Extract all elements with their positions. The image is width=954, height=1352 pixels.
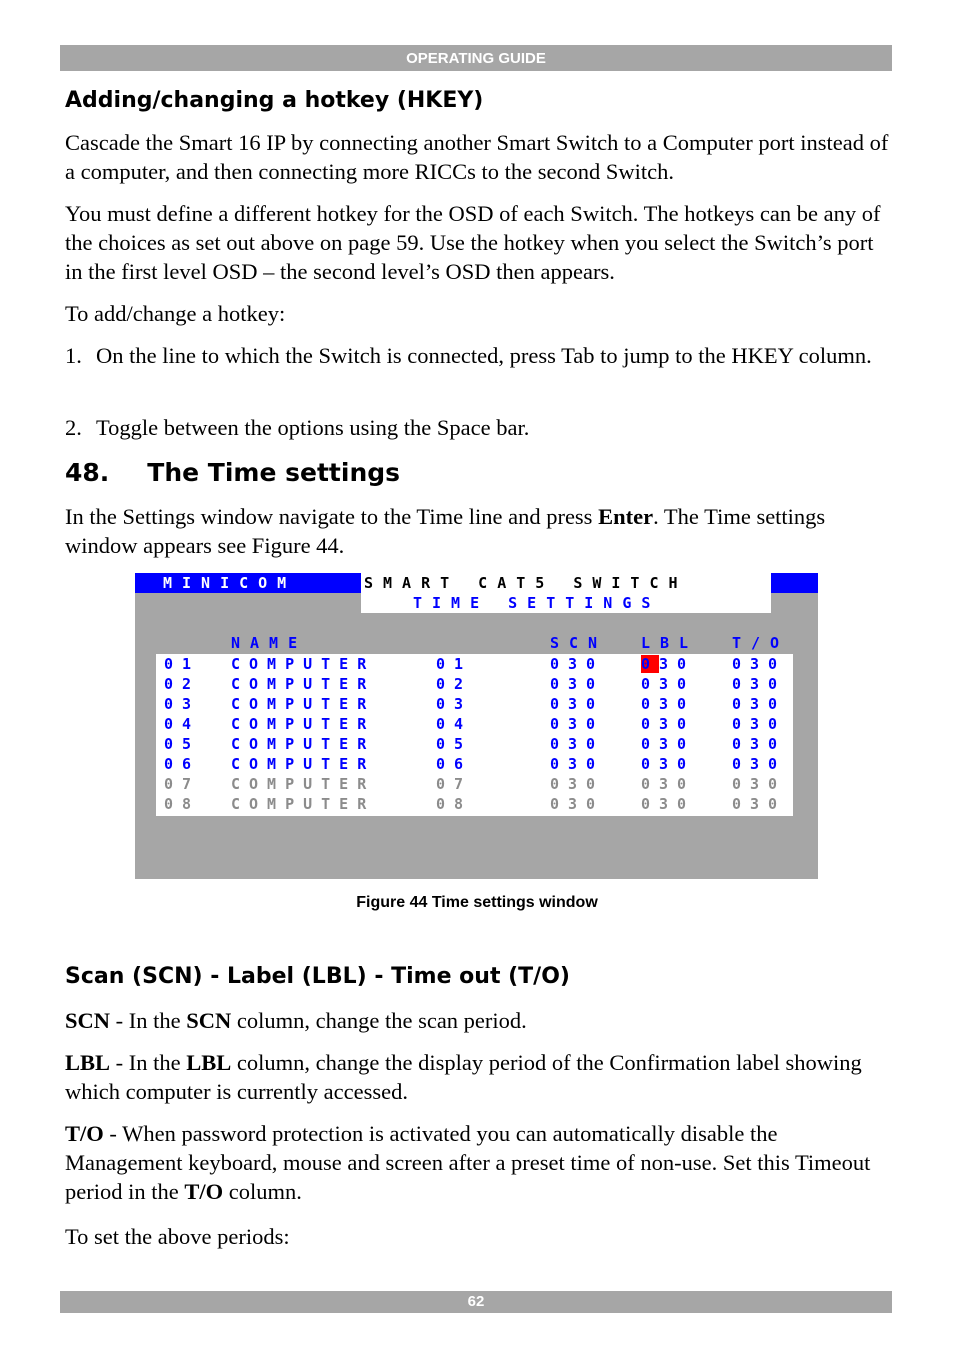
paragraph-cascade: Cascade the Smart 16 IP by connecting another Smart Switch to a Computer port instead of a computer, and then connecting more RICCs to the second Switch. xyxy=(65,130,889,184)
osd-subtitle: TIME SETTINGS xyxy=(413,594,661,612)
page-number: 62 xyxy=(60,1291,892,1313)
column-header-name: NAME xyxy=(231,634,308,652)
column-header-scn: SCN xyxy=(550,634,608,652)
table-row[interactable]: 04 COMPUTER 04 030 030 030 xyxy=(164,715,787,733)
table-row[interactable]: 06 COMPUTER 06 030 030 030 xyxy=(164,755,787,773)
list-item xyxy=(65,341,895,401)
column-header-lbl: LBL xyxy=(641,634,699,652)
table-row[interactable]: 05 COMPUTER 05 030 030 030 xyxy=(164,735,787,753)
paragraph-time-intro: In the Settings window navigate to the Time line and press Enter. The Time settings window appears see Figure 44. xyxy=(65,504,826,558)
paragraph-add-change-intro: To add/change a hotkey: xyxy=(65,301,286,326)
list-text: Toggle between the options using the Space bar. xyxy=(96,415,530,440)
list-text: On the line to which the Switch is connected, press Tab to jump to the HKEY column. xyxy=(96,343,872,368)
osd-brand: MINICOM xyxy=(163,574,297,592)
table-row[interactable]: 02 COMPUTER 02 030 030 030 xyxy=(164,675,787,693)
enter-key-text: Enter xyxy=(598,504,654,529)
section-heading-hkey: Adding/changing a hotkey (HKEY) xyxy=(65,88,484,113)
figure-caption: Figure 44 Time settings window xyxy=(356,894,598,911)
paragraph-lbl: LBL - In the LBL column, change the display period of the Confirmation label showing which computer is currently accessed. xyxy=(65,1050,862,1104)
column-header-to: T/O xyxy=(732,634,790,652)
list-item xyxy=(65,413,895,443)
paragraph-to: T/O - When password protection is activated you can automatically disable the Management keyboard, mouse and screen after a preset time of non-use. Set this Timeout period in the T/O column. xyxy=(65,1121,871,1204)
paragraph-hotkey-define: You must define a different hotkey for the OSD of each Switch. The hotkeys can be any of the choices as set out above on page 59. Use the hotkey when you select the Switch’s port in the first level OSD – the second level’s OSD then appears. xyxy=(65,201,881,284)
section-heading-scan: Scan (SCN) - Label (LBL) - Time out (T/O) xyxy=(65,964,570,989)
list-number: 2. xyxy=(65,415,82,440)
paragraph-scn: SCN - In the SCN column, change the scan period. xyxy=(65,1008,527,1033)
page-header: OPERATING GUIDE xyxy=(60,45,892,71)
table-row[interactable]: 08 COMPUTER 08 030 030 030 xyxy=(164,795,787,813)
section-title: The Time settings xyxy=(147,458,401,487)
time-settings-osd-figure xyxy=(135,573,818,879)
table-row[interactable]: 01 COMPUTER 01 030 030 030 xyxy=(164,655,787,673)
table-row[interactable]: 03 COMPUTER 03 030 030 030 xyxy=(164,695,787,713)
section-heading-time xyxy=(65,456,895,490)
table-row[interactable]: 07 COMPUTER 07 030 030 030 xyxy=(164,775,787,793)
cursor-highlight: 0 xyxy=(641,655,660,673)
section-number: 48. xyxy=(65,458,110,487)
osd-title: SMART CAT5 SWITCH xyxy=(364,574,688,592)
paragraph-set-periods: To set the above periods: xyxy=(65,1224,290,1249)
list-number: 1. xyxy=(65,343,82,368)
osd-table xyxy=(156,654,793,816)
